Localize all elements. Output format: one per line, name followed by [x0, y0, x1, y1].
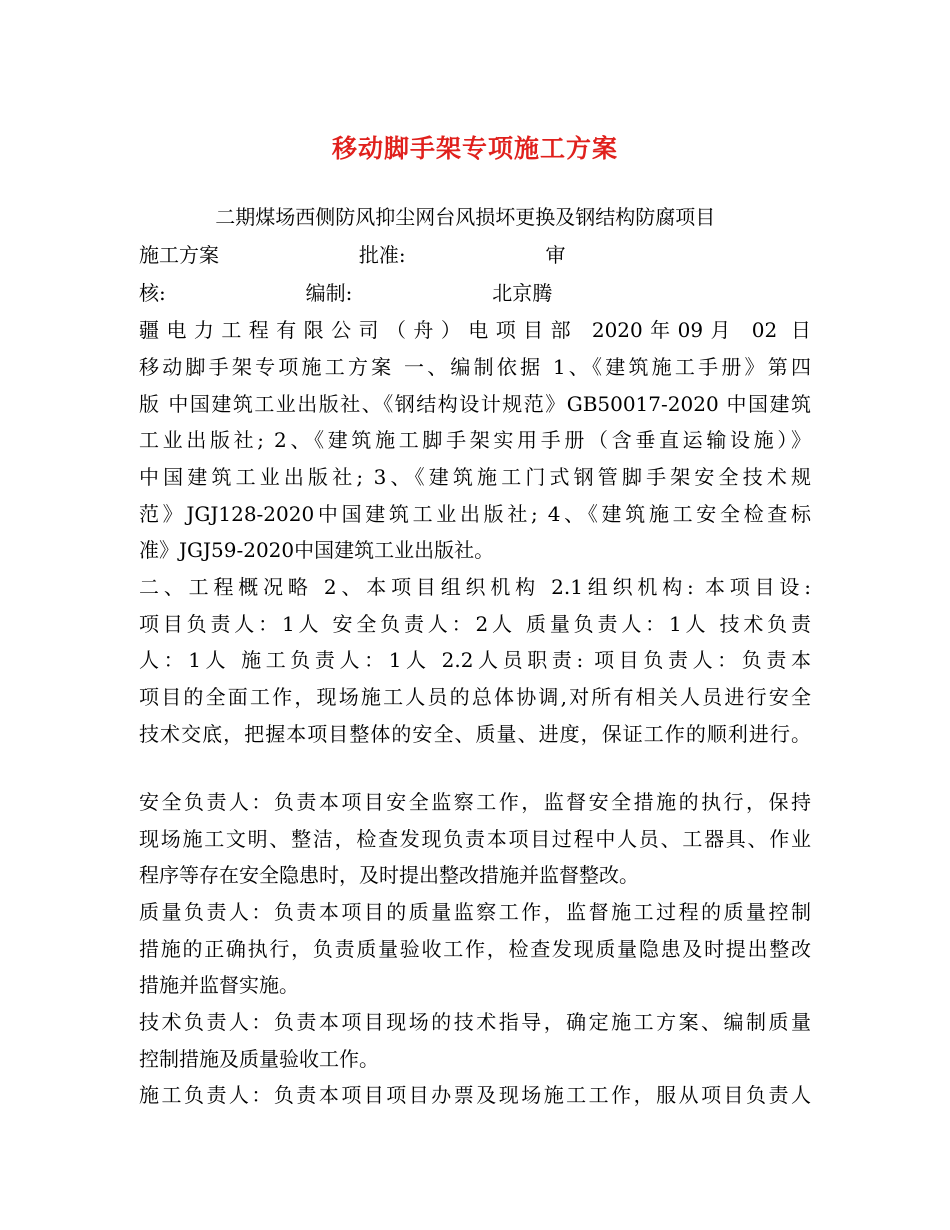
text-line: 措施的正确执行，负责质量验收工作，检查发现质量隐患及时提出整改 — [139, 937, 811, 961]
text-line: 工业出版社; 2、《建筑施工脚手架实用手册（含垂直运输设施）》 — [139, 428, 811, 452]
text-line: 现场施工文明、整洁，检查发现负责本项目过程中人员、工器具、作业 — [139, 827, 811, 851]
text-line: 项目负责人：1人 安全负责人：2人 质量负责人：1人 技术负责 — [139, 612, 811, 636]
text-line: 中国建筑工业出版社; 3、《建筑施工门式钢管脚手架安全技术规 — [139, 465, 811, 489]
text-line: 程序等存在安全隐患时，及时提出整改措施并监督整改。 — [139, 863, 639, 887]
text-line: 二、工程概况略 2、本项目组织机构 2.1组织机构: 本项目设: — [139, 575, 811, 599]
text-line: 施工负责人：负责本项目项目办票及现场施工工作，服从项目负责人 — [139, 1083, 811, 1107]
text-line: 疆电力工程有限公司（舟）电项目部 2020年09月 02 日 — [139, 318, 811, 342]
text-line: 技术负责人：负责本项目现场的技术指导，确定施工方案、编制质量 — [139, 1010, 811, 1034]
text-line: 版 中国建筑工业出版社、《钢结构设计规范》GB50017-2020 中国建筑 — [139, 392, 811, 416]
text-line: 施工方案 批准: 审 — [139, 243, 566, 267]
text-line: 控制措施及质量验收工作。 — [139, 1047, 379, 1071]
text-line: 范》JGJ128-2020中国建筑工业出版社; 4、《建筑施工安全检查标 — [139, 502, 811, 526]
text-line: 移动脚手架专项施工方案 一、编制依据 1、《建筑施工手册》第四 — [139, 355, 811, 379]
text-line: 核: 编制: 北京腾 — [139, 281, 553, 305]
text-line: 人：1人 施工负责人：1人 2.2人员职责: 项目负责人：负责本 — [139, 648, 811, 672]
text-line: 二期煤场西侧防风抑尘网台风损坏更换及钢结构防腐项目 — [139, 205, 716, 229]
text-line: 安全负责人：负责本项目安全监察工作，监督安全措施的执行，保持 — [139, 790, 811, 814]
text-line: 准》JGJ59-2020中国建筑工业出版社。 — [139, 538, 495, 562]
text-line: 质量负责人：负责本项目的质量监察工作，监督施工过程的质量控制 — [139, 900, 811, 924]
text-line: 项目的全面工作，现场施工人员的总体协调,对所有相关人员进行安全 — [139, 685, 811, 709]
text-line: 措施并监督实施。 — [139, 973, 299, 997]
document-title: 移动脚手架专项施工方案 — [331, 134, 618, 163]
text-line: 技术交底，把握本项目整体的安全、质量、进度，保证工作的顺利进行。 — [139, 722, 811, 746]
